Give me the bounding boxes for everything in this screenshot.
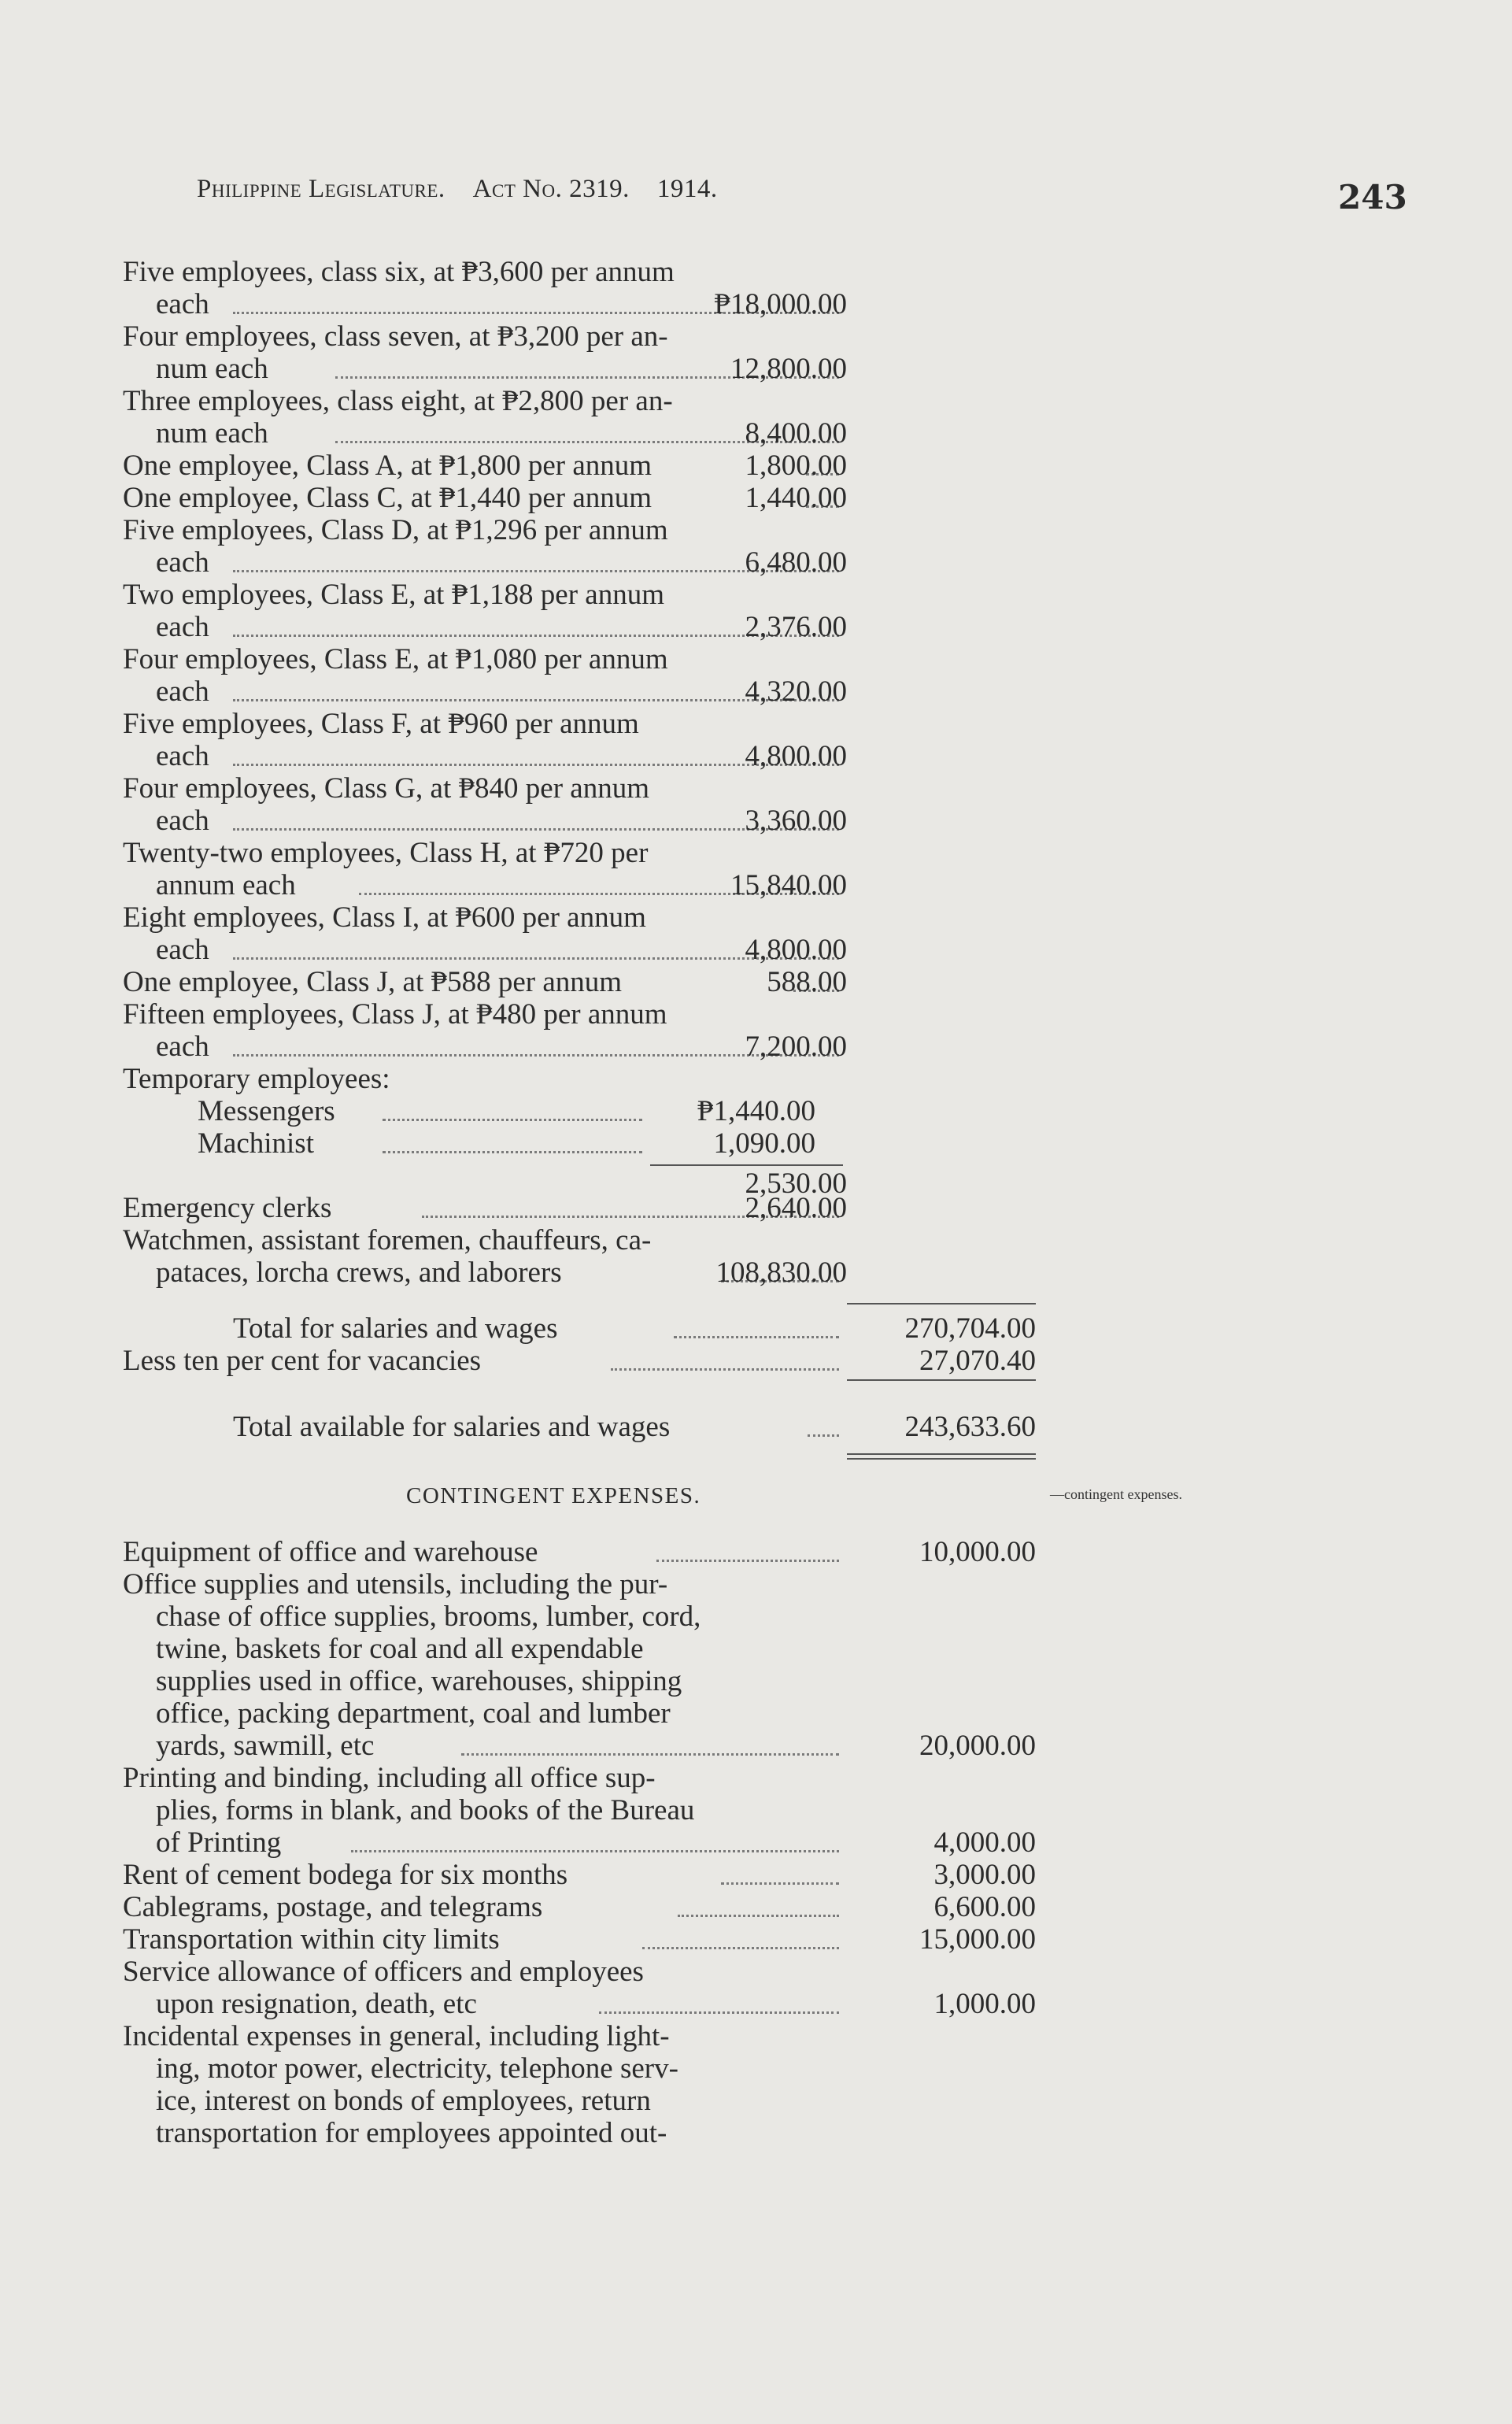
expense-item: Service allowance of officers and employees xyxy=(123,1956,644,1988)
page-number: 243 xyxy=(1338,178,1407,216)
expense-amount: 6,600.00 xyxy=(933,1891,1036,1923)
total-available-row: Total available for salaries and wages 243,633.60 xyxy=(233,1411,1036,1443)
available-rule xyxy=(847,1379,1036,1381)
temporary-amount: ₱1,440.00 xyxy=(697,1095,815,1127)
expense-amount: 3,000.00 xyxy=(933,1859,1036,1891)
expense-item: Rent of cement bodega for six months 3,000.00 xyxy=(123,1859,1036,1891)
salary-item: Four employees, Class E, at ₱1,080 per annum xyxy=(123,643,668,675)
temporary-item: Machinist 1,090.00 xyxy=(198,1127,815,1160)
expense-amount: 20,000.00 xyxy=(919,1730,1036,1762)
temporary-amount: 1,090.00 xyxy=(713,1127,815,1160)
salary-item: Four employees, Class G, at ₱840 per annum xyxy=(123,772,649,805)
expense-item: Printing and binding, including all office sup- xyxy=(123,1762,656,1794)
salary-item: Eight employees, Class I, at ₱600 per annum xyxy=(123,901,646,934)
salary-item: Fifteen employees, Class J, at ₱480 per annum xyxy=(123,998,667,1031)
total-rule xyxy=(847,1303,1036,1305)
less-vacancies-row: Less ten per cent for vacancies 27,070.40 xyxy=(123,1345,1036,1377)
salary-item: Five employees, Class F, at ₱960 per annum xyxy=(123,708,639,740)
header-legislature: Philippine Legislature. xyxy=(197,175,445,203)
expense-amount: 1,000.00 xyxy=(933,1988,1036,2020)
section-heading: CONTINGENT EXPENSES. xyxy=(406,1483,701,1508)
temporary-item: Messengers ₱1,440.00 xyxy=(198,1095,815,1127)
total-salaries-row: Total for salaries and wages 270,704.00 xyxy=(233,1312,1036,1345)
expenses-list: Equipment of office and warehouse 10,000.00 Office supplies and utensils, including the pur- chase of office supplies, brooms, lumber, cord, twine, baskets for coal and all expendable supplies used in office, warehouses, shipping office, packing department, coal and lumber yards, sawmill, etc 20,000.00 Printing and binding, including all office sup- plies, forms in blank, and books of the Bureau of Printing 4,000.00 Rent of cement bodega for six months 3,000.00 Cablegrams, postage, and telegrams 6,600.00 Transportation within city limits 15,000.00 Service allowance of officers and employees upon resignation, death, etc 1,000.00 Incidental expenses in general, including light- ing, motor power, electricity, telephone serv- ice, interest on bonds of employees, return transportation for employees appointed out- xyxy=(123,1536,1036,2149)
header-act: Act No. 2319. xyxy=(472,175,630,203)
expense-item: Equipment of office and warehouse 10,000.00 xyxy=(123,1536,1036,1568)
salary-amount: 12,800.00 xyxy=(730,353,847,385)
running-header xyxy=(197,175,718,204)
salary-amount: 1,800.00 xyxy=(745,450,847,482)
emergency-clerks-row: Emergency clerks 2,640.00 xyxy=(123,1192,847,1224)
temporary-total: 2,530.00 xyxy=(745,1168,847,1200)
salary-amount: 4,320.00 xyxy=(745,675,847,708)
salaries-list: Five employees, class six, at ₱3,600 per annum each ₱18,000.00 Four employees, class seven, at ₱3,200 per an- num each 12,800.00 Three employees, class eight, at ₱2,800 per an- num each 8,400.00 One employee, Class A, at ₱1,800 per annum 1,800.00 One employee, Class C, at ₱1,440 per annum 1,440.00 Five employees, Class D, at ₱1,296 per annum each 6,480.00 Two employees, Class E, at ₱1,188 per annum each 2,376.00 Four employees, Class E, at ₱1,080 per annum each 4,320.00 Five employees, Class F, at ₱960 per annum each 4,800.00 Four employees, Class G, at ₱840 per annum each 3,360.00 Twenty-two employees, Class H, at ₱720 per annum each 15,840.00 Eight employees, Class I, at ₱600 per annum each 4,800.00 One employee, Class J, at ₱588 per annum 588.00 Fifteen employees, Class J, at ₱480 per annum each 7,200.00 Temporary employees: Messengers ₱1,440.00 Machinist 1,090.00 2,530.00 Emergency clerks 2,640.00 Watchmen, assistant foremen, chauffeurs, ca- pataces, lorcha crews, and laborers 108,830.00 xyxy=(123,256,847,1289)
total-salaries-amount: 270,704.00 xyxy=(904,1312,1036,1345)
salary-item: Five employees, Class D, at ₱1,296 per annum xyxy=(123,514,668,546)
expense-amount: 4,000.00 xyxy=(933,1826,1036,1859)
expense-item: Office supplies and utensils, including the pur- xyxy=(123,1568,668,1601)
temporary-employees-label: Temporary employees: xyxy=(123,1063,390,1095)
salary-amount: 1,440.00 xyxy=(745,482,847,514)
expense-amount: 10,000.00 xyxy=(919,1536,1036,1568)
salary-item: One employee, Class C, at ₱1,440 per annum xyxy=(123,482,847,514)
salary-item-cont: each xyxy=(123,288,847,320)
expense-item: Transportation within city limits 15,000.00 xyxy=(123,1923,1036,1956)
salary-item: Twenty-two employees, Class H, at ₱720 per xyxy=(123,837,649,869)
salary-item: Four employees, class seven, at ₱3,200 per an- xyxy=(123,320,668,353)
expense-item: Cablegrams, postage, and telegrams 6,600.00 xyxy=(123,1891,1036,1923)
salary-item: One employee, Class A, at ₱1,800 per annum xyxy=(123,450,847,482)
salary-amount: 4,800.00 xyxy=(745,934,847,966)
salary-amount: 8,400.00 xyxy=(745,417,847,450)
salary-item: Five employees, class six, at ₱3,600 per annum xyxy=(123,256,675,288)
emergency-amount: 2,640.00 xyxy=(745,1192,847,1224)
double-rule xyxy=(847,1453,1036,1460)
salary-item: Two employees, Class E, at ₱1,188 per annum xyxy=(123,579,664,611)
expense-amount: 15,000.00 xyxy=(919,1923,1036,1956)
salary-item: One employee, Class J, at ₱588 per annum 588.00 xyxy=(123,966,847,998)
margin-note: —contingent expenses. xyxy=(1050,1486,1182,1502)
header-year: 1914. xyxy=(656,175,718,203)
salary-amount: 7,200.00 xyxy=(745,1031,847,1063)
salary-amount: 15,840.00 xyxy=(730,869,847,901)
salary-amount: 4,800.00 xyxy=(745,740,847,772)
salary-amount: ₱18,000.00 xyxy=(714,288,847,320)
expense-item: Incidental expenses in general, including light- xyxy=(123,2020,670,2052)
less-vacancies-amount: 27,070.40 xyxy=(919,1345,1036,1377)
salary-amount: 3,360.00 xyxy=(745,805,847,837)
salary-item: Three employees, class eight, at ₱2,800 per an- xyxy=(123,385,673,417)
salary-amount: 2,376.00 xyxy=(745,611,847,643)
total-available-amount: 243,633.60 xyxy=(904,1411,1036,1443)
watchmen-amount: 108,830.00 xyxy=(715,1256,847,1289)
salary-amount: 588.00 xyxy=(767,966,847,998)
watchmen-row: Watchmen, assistant foremen, chauffeurs, ca- xyxy=(123,1224,652,1256)
salary-amount: 6,480.00 xyxy=(745,546,847,579)
